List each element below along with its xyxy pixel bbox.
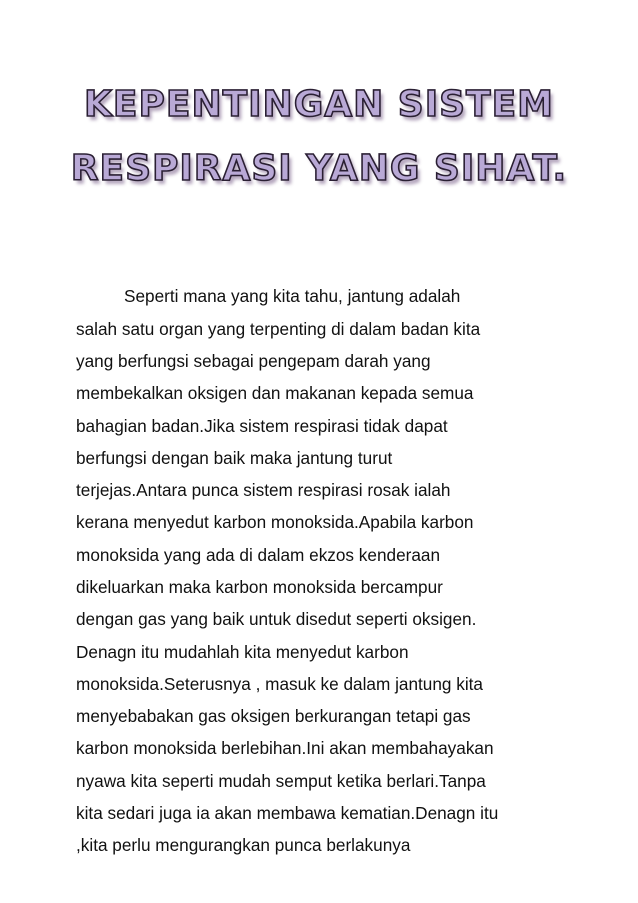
body-line: salah satu organ yang terpenting di dalam badan kita <box>76 319 481 339</box>
body-line: membekalkan oksigen dan makanan kepada semua <box>76 383 474 403</box>
body-line: bahagian badan.Jika sistem respirasi tidak dapat <box>76 416 448 436</box>
body-line: karbon monoksida berlebihan.Ini akan membahayakan <box>76 738 494 758</box>
body-line: kerana menyedut karbon monoksida.Apabila karbon <box>76 512 474 532</box>
body-line: Denagn itu mudahlah kita menyedut karbon <box>76 642 409 662</box>
body-line: dengan gas yang baik untuk disedut seperti oksigen. <box>76 609 477 629</box>
body-line: monoksida yang ada di dalam ekzos kenderaan <box>76 545 441 565</box>
title-line-1: KEPENTINGAN SISTEM <box>84 84 554 125</box>
body-line: terjejas.Antara punca sistem respirasi rosak ialah <box>76 480 451 500</box>
body-line: menyebabakan gas oksigen berkurangan tetapi gas <box>76 706 471 726</box>
body-line: berfungsi dengan baik maka jantung turut <box>76 448 393 468</box>
body-line: kita sedari juga ia akan membawa kematian.Denagn itu <box>76 803 499 823</box>
body-line: monoksida.Seterusnya , masuk ke dalam jantung kita <box>76 674 483 694</box>
body-line: nyawa kita seperti mudah semput ketika berlari.Tanpa <box>76 771 486 791</box>
body-line: Seperti mana yang kita tahu, jantung adalah <box>124 286 461 306</box>
body-line: ,kita perlu mengurangkan punca berlakunya <box>76 835 411 855</box>
body-line: yang berfungsi sebagai pengepam darah yang <box>76 351 431 371</box>
title-line-2: RESPIRASI YANG SIHAT. <box>70 148 568 189</box>
body-line: dikeluarkan maka karbon monoksida bercampur <box>76 577 443 597</box>
